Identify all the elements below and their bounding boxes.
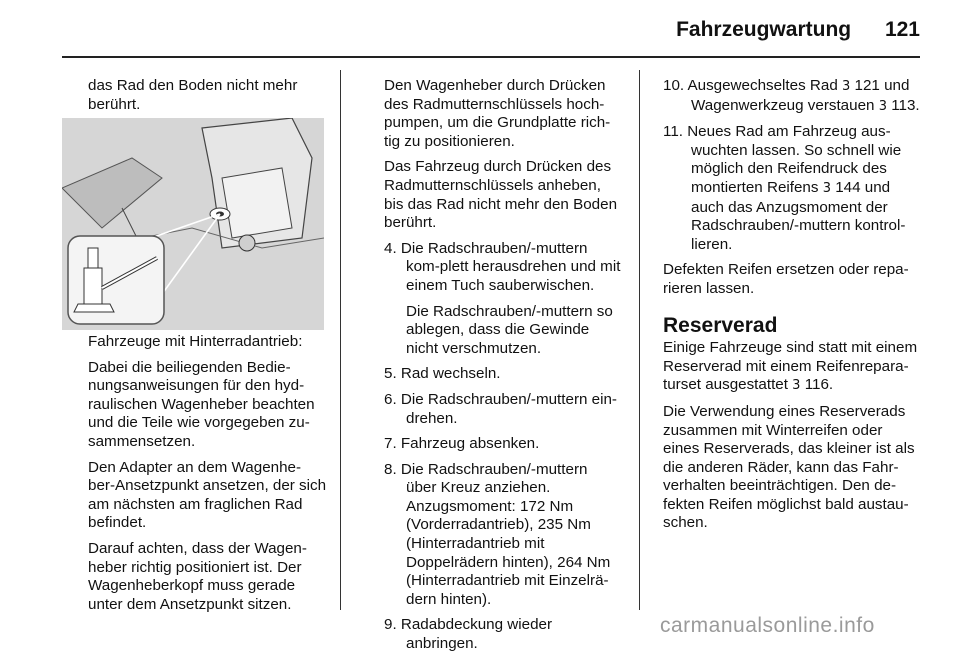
- list-item: 5. Rad wechseln.: [384, 365, 501, 383]
- watermark: carmanualsonline.info: [660, 614, 875, 637]
- list-item: 9. Radabdeckung wieder anbringen.: [384, 616, 553, 653]
- section-heading: Reserverad: [663, 313, 778, 337]
- column-divider: [340, 70, 341, 610]
- paragraph: Das Fahrzeug durch Drücken des Radmutternschlüssels anheben, bis das Rad nicht mehr den Boden berührt.: [384, 158, 618, 232]
- list-item: 8. Die Radschrauben/-muttern über Kreuz anziehen. Anzugsmoment: 172 Nm (Vorderradantrieb), 235 Nm (Hinterradantrieb mit Doppelrädern hinten), 264 Nm (Hinterradantrieb mit Einzelrä-dern hinten).: [384, 460, 611, 608]
- column-1-lower: [88, 333, 328, 621]
- list-item: 6. Die Radschrauben/-muttern ein-drehen.: [384, 390, 617, 427]
- column-1: [88, 77, 328, 121]
- paragraph: Den Adapter an dem Wagenhe-ber-Ansetzpunkt ansetzen, der sich am nächsten am fraglichen Rad befindet.: [88, 458, 327, 532]
- page-number: 121: [884, 18, 920, 41]
- page-ref-icon: 3: [822, 180, 831, 196]
- paragraph: Den Wagenheber durch Drücken des Radmutternschlüssels hoch-pumpen, um die Grundplatte rich-tig zu positionieren.: [384, 77, 611, 150]
- paragraph: Darauf achten, dass der Wagen-heber richtig positioniert ist. Der Wagenheberkopf muss gerade unter dem Ansetzpunkt sitzen.: [88, 539, 307, 613]
- step-list: [663, 77, 921, 254]
- list-item-sub: Die Radschrauben/-muttern so ablegen, dass die Gewinde nicht verschmutzen.: [406, 302, 613, 357]
- column-3: [663, 77, 921, 540]
- header-rule: [62, 56, 920, 58]
- paragraph: Fahrzeuge mit Hinterradantrieb:: [88, 333, 303, 350]
- list-item: 11. Neues Rad am Fahrzeug aus-wuchten lassen. So schnell wie möglich den Reifendruck des montierten Reifens 3 144 und auch das Anzugsmoment der Radschrauben/-muttern kontrol-lieren.: [663, 123, 906, 253]
- paragraph: Dabei die beiliegenden Bedie-nungsanweisungen für den hyd-raulischen Wagenheber beachten und die Teile wie vorgegeben zu-sammensetzen.: [88, 358, 315, 450]
- list-item: 7. Fahrzeug absenken.: [384, 435, 540, 453]
- list-item: 4. Die Radschrauben/-muttern kom-plett herausdrehen und mit einem Tuch sauberwischen.: [384, 239, 621, 294]
- page-title: Fahrzeugwartung: [676, 18, 852, 41]
- page-ref-icon: 3: [842, 79, 851, 94]
- paragraph: Defekten Reifen ersetzen oder repa-rieren lassen.: [663, 261, 909, 297]
- step-list: [384, 240, 622, 654]
- paragraph: Einige Fahrzeuge sind statt mit einem Reserverad mit einem Reifenrepara-turset ausgestattet 3 116.: [663, 339, 918, 394]
- page-ref-icon: 3: [792, 378, 801, 394]
- page-header: [676, 18, 920, 42]
- column-divider: [639, 70, 640, 610]
- list-item: 10. Ausgewechseltes Rad 3 121 und Wagenwerkzeug verstauen 3 113.: [663, 77, 920, 114]
- page-ref-icon: 3: [878, 98, 887, 114]
- paragraph: Die Verwendung eines Reserverads zusammen mit Winterreifen oder eines Reserverads, das kleiner ist als die anderen Räder, kann das Fahr-verhalten beeinträchtigen. Den de-fekten Reifen möglichst bald austau-schen.: [663, 402, 915, 532]
- column-2: [384, 77, 622, 661]
- jack-illustration: [62, 118, 324, 330]
- paragraph: das Rad den Boden nicht mehr berührt.: [88, 77, 298, 113]
